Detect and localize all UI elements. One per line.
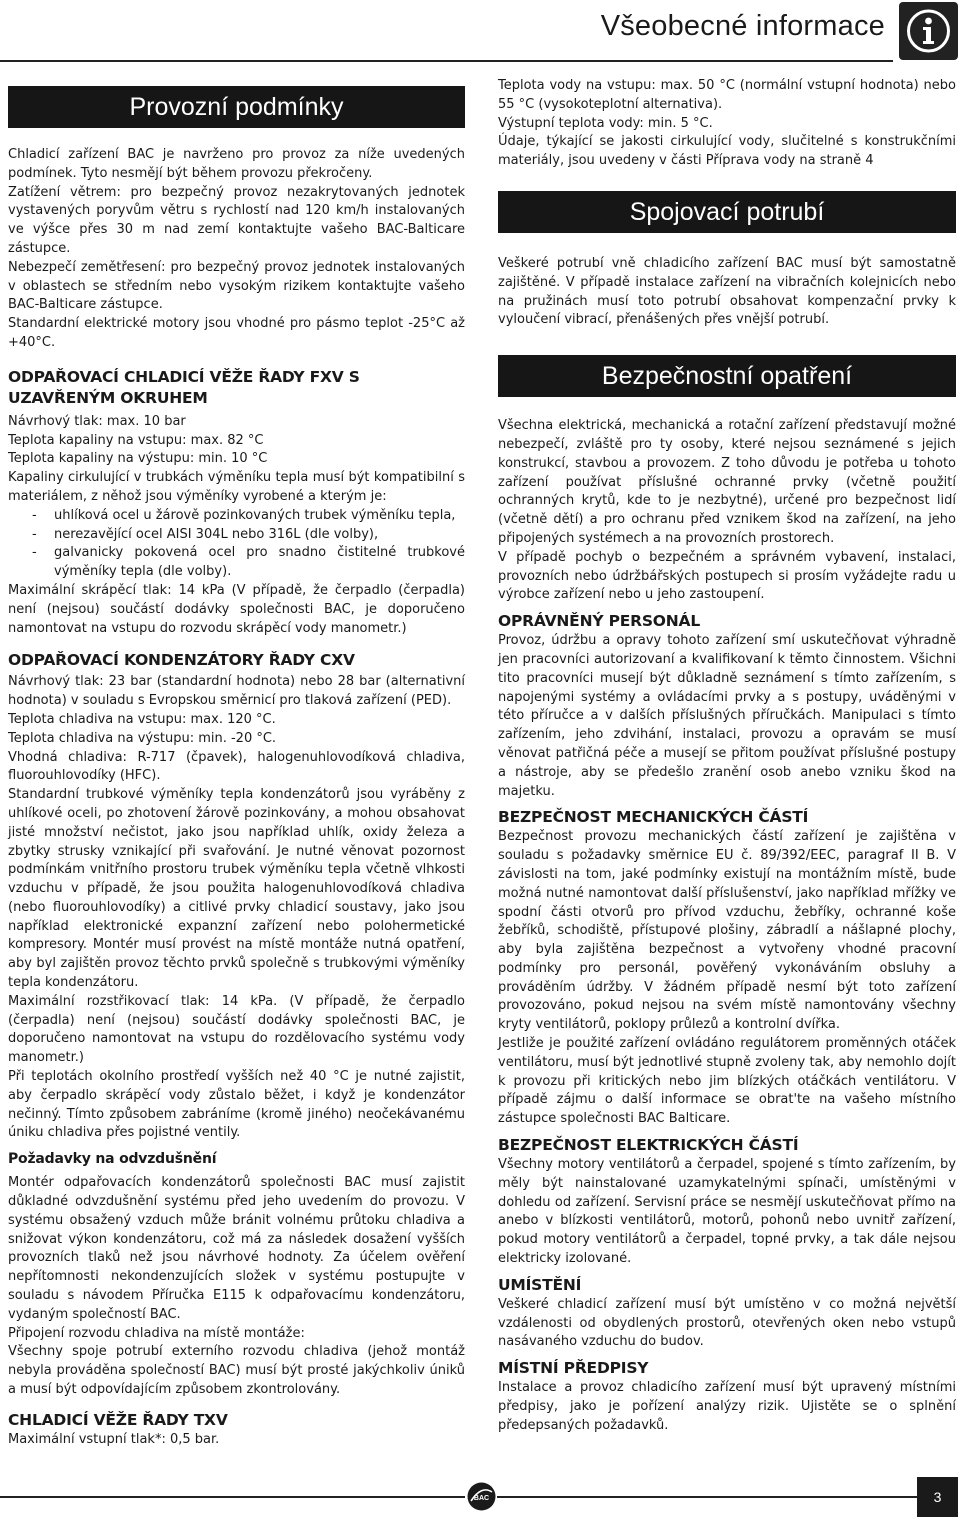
personnel-text: Provoz, údržbu a opravy tohoto zařízení smí uskutečňovat výhradně jen pracovníci autorizovaní a kvalifikovaní k těmto činnostem. Všichni tito pracovníci musejí být důkladně seznámení s tímto zařízením, s napojenými systémy a ovládacími prvky a s postupy, uváděnými v této příručce a v dalších příslušných příručkách. Manipulaci s tímto zařízením, jeho zdvihání, instalaci, provozu a opravám se musí věnovat patřičná péče a musejí se přitom používat příslušné postupy a nástroje, aby se předešlo zranění osob anebo vzniku škod na majetku.	[498, 633, 956, 799]
heading-location: UMÍSTĚNÍ	[498, 1275, 582, 1294]
field-piping-text: Všechny spoje potrubí externího rozvodu chladiva (jehož montáž nebyla prováděna společností BAC) musí být prosté jakýchkoliv úniků a musí být odpovídajícím způsobem zkontrolovány.	[8, 1344, 465, 1398]
svg-text:BAC: BAC	[473, 1495, 490, 1502]
info-icon	[899, 2, 958, 60]
fxv-design-pressure: Návrhový tlak: max. 10 bar	[8, 413, 186, 429]
paragraph-motors: Standardní elektrické motory jsou vhodné pro pásmo teplot -25°C až +40°C.	[8, 316, 465, 350]
section-title: Všeobecné informace	[600, 10, 885, 42]
fxv-fluids: Kapaliny cirkulující v trubkách výměníku tepla musí být kompatibilní s materiálem, z něhož jsou výměníky vyrobené a kterým je:	[8, 470, 465, 504]
banner-piping: Spojovací potrubí	[498, 191, 956, 233]
heading-authorized-personnel: OPRÁVNĚNÝ PERSONÁL	[498, 612, 701, 631]
fan-speed-text: Jestliže je použité zařízení ovládáno regulátorem proměnných otáček ventilátoru, musí být jednotlivé stupně zvoleny tak, aby nemohlo dojít k provozu při kritických nebo jim blízkých otáčkách ventilátoru. V případě zájmu o další informace se obrat'te na vašeho místního zástupce společnosti BAC Balticare.	[498, 1036, 956, 1127]
field-piping-heading: Připojení rozvodu chladiva na místě montáže:	[8, 1325, 305, 1341]
cxv-spray-pressure: Maximální rozstřikovací tlak: 14 kPa. (V případě, že čerpadlo (čerpadla) není (nejsou) součástí dodávky společnosti BAC, je doporučeno namontovat na vstupu do rozdělovacího systému vody manometr.)	[8, 993, 465, 1066]
txv-inlet-pressure: Maximální vstupní tlak*: 0,5 bar.	[8, 1431, 220, 1447]
cxv-design-pressure: Návrhový tlak: 23 bar (standardní hodnota) nebo 28 bar (alternativní hodnota) v souladu s Evropskou směrnicí pro tlaková zařízení (PED).	[8, 674, 465, 709]
footer-rule	[497, 1496, 917, 1498]
left-column	[8, 86, 465, 1450]
header-rule	[0, 60, 893, 62]
paragraph-intro: Chladicí zařízení BAC je navrženo pro provoz za níže uvedených podmínek. Tyto nesmějí být během provozu překročeny.	[8, 147, 465, 181]
electrical-safety-text: Všechny motory ventilátorů a čerpadel, spojené s tímto zařízením, by měly být nainstalované uzamykatelnými spínači, umístěnými v dohledu od zařízení. Servisní práce se nesmějí uskutečňovat přímo na anebo v blízkosti ventilátorů, motorů, pohonů nebo uvnitř zařízení, pokud motory ventilátorů a čerpadel, topné prvky, a tak dále nejsou elektricky izolované.	[498, 1157, 956, 1267]
heading-txv: CHLADICÍ VĚŽE ŘADY TXV	[8, 1410, 228, 1429]
purging-text: Montér odpařovacích kondenzátorů společnosti BAC musí zajistit důkladné odvzdušnění systému před jeho uvedením do provozu. V systému obsažený vzduch může bránit volnému průtoku chladiva a snižovat výkon kondenzátoru, což má za následek dosažení vyšších provozních tlaků než jsou návrhové hodnoty. Za účelem ověření nepřítomnosti nekondenzujících složek v systému postupujte v souladu s návodem Příručka E115 k odpařovacímu kondenzátoru, vydaným společností BAC.	[8, 1175, 465, 1322]
local-regulations-text: Instalace a provoz chladicího zařízení musí být upravený místními předpisy, jako je pořízení analýzy rizik. Ujistěte se o splnění předepsaných požadavků.	[498, 1380, 956, 1433]
fxv-outlet-temp: Teplota kapaliny na výstupu: min. 10 °C	[8, 451, 268, 467]
heading-purging: Požadavky na odvzdušnění	[8, 1151, 217, 1168]
cxv-ambient: Při teplotách okolního prostředí vyšších než 40 °C je nutné zajistit, aby čerpadlo skrápěcí vody zůstalo běžet, i když je kondenzátor nečinný. Tímto způsobem zabráníme (kromě jiného) neočekávanému úniku chladiva přes pojistné ventily.	[8, 1069, 465, 1141]
right-column	[498, 77, 956, 1436]
fxv-spray-pressure: Maximální skrápěcí tlak: 14 kPa (V případě, že čerpadlo (čerpadla) není (nejsou) součástí dodávky společnosti BAC, je doporučeno namontovat na vstupu do rozvodu skrápěcí vody manometr.)	[8, 582, 465, 636]
page-number: 3	[917, 1477, 958, 1517]
paragraph-wind: Zatížení větrem: pro bezpečný provoz nezakrytovaných jednotek vystavených poryvům větru s rychlostí nad 120 km/h instalovaných ve výšce přes 30 m nad zemí kontaktujte vašeho BAC-Balticare zástupce.	[8, 184, 465, 256]
mechanical-safety-text: Bezpečnost provozu mechanických částí zařízení je zajištěna v souladu s požadavky směrnice EU č. 89/392/EEC, paragraf II B. V závislosti na tom, jaké podmínky existují na montážním místě, bude možná nutné namontovat další příslušenství, jako například mřížky ve spodní části otvorů pro přívod vzduchu, žebříky, ochranné koše žebříků, schodiště, přístupové plošiny, zábradlí a nášlapné plochy, aby byla zajištěna bezpečnost a vytvořeny vhodné pracovní podmínky pro personál, pověřený vykonáváním obsluhy a prováděním údržby. V žádném případě nesmí být toto zařízení provozováno, pokud nejsou na svém místě namontovány všechny kryty ventilátorů, poklopy průlezů a kontrolní dvířka.	[498, 829, 956, 1033]
list-item: - uhlíková ocel u žárově pozinkovaných trubek výměníku tepla,	[32, 507, 456, 523]
heading-cxv: ODPAŘOVACÍ KONDENZÁTORY ŘADY CXV	[8, 651, 355, 670]
fxv-inlet-temp: Teplota kapaliny na vstupu: max. 82 °C	[8, 432, 264, 448]
water-inlet-temp: Teplota vody na vstupu: max. 50 °C (normální vstupní hodnota) nebo 55 °C (vysokoteplotní alternativa).	[498, 78, 956, 112]
banner-safety: Bezpečnostní opatření	[498, 355, 956, 397]
location-text: Veškeré chladicí zařízení musí být umístěno v co možná největší vzdálenosti od obydlených prostorů, otevřených oken nebo vstupů nasávaného vzduchu do budov.	[498, 1296, 956, 1350]
cxv-coils: Standardní trubkové výměníky tepla kondenzátorů jsou vyráběny z uhlíkové oceli, po zhotovení žárově pozinkovány, a mohou obsahovat jisté množství nečistot, jako jsou například uhlík, oxidy železa a zbytky strusky vznikající při svařování. Je nutné věnovat pozornost podmínkám vnitřního prostoru trubek výměníku tepla včetně vlhkosti vzduchu v případě, že jsou použita halogenuhlovodíková chladiva (nebo fluorouhlovodíky) a citlivé prvky chladicí soustavy, jako jsou například elektronické expanzní zařízení nebo polohermetické kompresory. Montér musí provést na místě montáže nutná opatření, aby byl zajištěn provoz těchto prvků společně s trubkovými výměníky tepla kondenzátoru.	[8, 787, 465, 991]
cxv-outlet-temp: Teplota chladiva na výstupu: min. -20 °C.	[8, 730, 277, 746]
water-outlet-temp: Výstupní teplota vody: min. 5 °C.	[498, 115, 713, 131]
bac-logo-icon	[466, 1481, 497, 1512]
heading-fxv: ODPAŘOVACÍ CHLADICÍ VĚŽE ŘADY FXV S UZAVŘENÝM OKRUHEM	[8, 367, 360, 407]
cxv-refrigerants: Vhodná chladiva: R-717 (čpavek), halogenuhlovodíková chladiva, fluorouhlovodíky (HFC).	[8, 749, 465, 784]
heading-mechanical-safety: BEZPEČNOST MECHANICKÝCH ČÁSTÍ	[498, 808, 809, 827]
banner-operating-conditions: Provozní podmínky	[8, 86, 465, 128]
list-item: - galvanicky pokovená ocel pro snadno čistitelné trubkové výměníky tepla (dle volby).	[32, 545, 465, 580]
piping-text: Veškeré potrubí vně chladicího zařízení BAC musí být samostatně zajištěné. V případě instalace zařízení na vibračních kolejnicích nebo na pružinách musí toto potrubí obsahovat kompenzační prvky k vyloučení vibrací, přenášených přes vnější potrubí.	[498, 255, 956, 328]
heading-local-regulations: MÍSTNÍ PŘEDPISY	[498, 1359, 649, 1378]
safety-advice: V případě pochyb o bezpečném a správném vybavení, instalaci, provozních nebo údržbářských postupech si prosím vyžádejte radu u výrobce zařízení nebo u jeho zastoupení.	[498, 549, 956, 603]
paragraph-earthquake: Nebezpečí zemětřesení: pro bezpečný provoz jednotek instalovaných v oblastech se středním nebo vysokým rizikem kontaktujte vašeho BAC-Balticare zástupce.	[8, 259, 465, 313]
list-item: - nerezavějící ocel AISI 304L nebo 316L (dle volby),	[32, 526, 379, 542]
footer-rule	[0, 1496, 465, 1498]
safety-text: Všechna elektrická, mechanická a rotační zařízení představují možné nebezpečí, zvláště pro ty osoby, které nejsou seznámené s jejich konstrukcí, stavbou a provozem. Z toho důvodu je potřeba u tohoto zařízení používat příslušné ochranné prvky (včetně použití ochranných krytů, kde to je nezbytné), určené pro bezpečnost lidí (včetně dětí) a pro ochranu před vznikem škod na zařízení, na jeho připojených systémech a na provozních prostorech.	[498, 418, 956, 546]
heading-electrical-safety: BEZPEČNOST ELEKTRICKÝCH ČÁSTÍ	[498, 1136, 799, 1155]
water-quality-note: Údaje, týkající se jakosti cirkulující vody, slučitelné s konstrukčními materiály, jsou uvedeny v části Příprava vody na straně 4	[498, 134, 956, 169]
cxv-inlet-temp: Teplota chladiva na vstupu: max. 120 °C.	[8, 711, 276, 727]
